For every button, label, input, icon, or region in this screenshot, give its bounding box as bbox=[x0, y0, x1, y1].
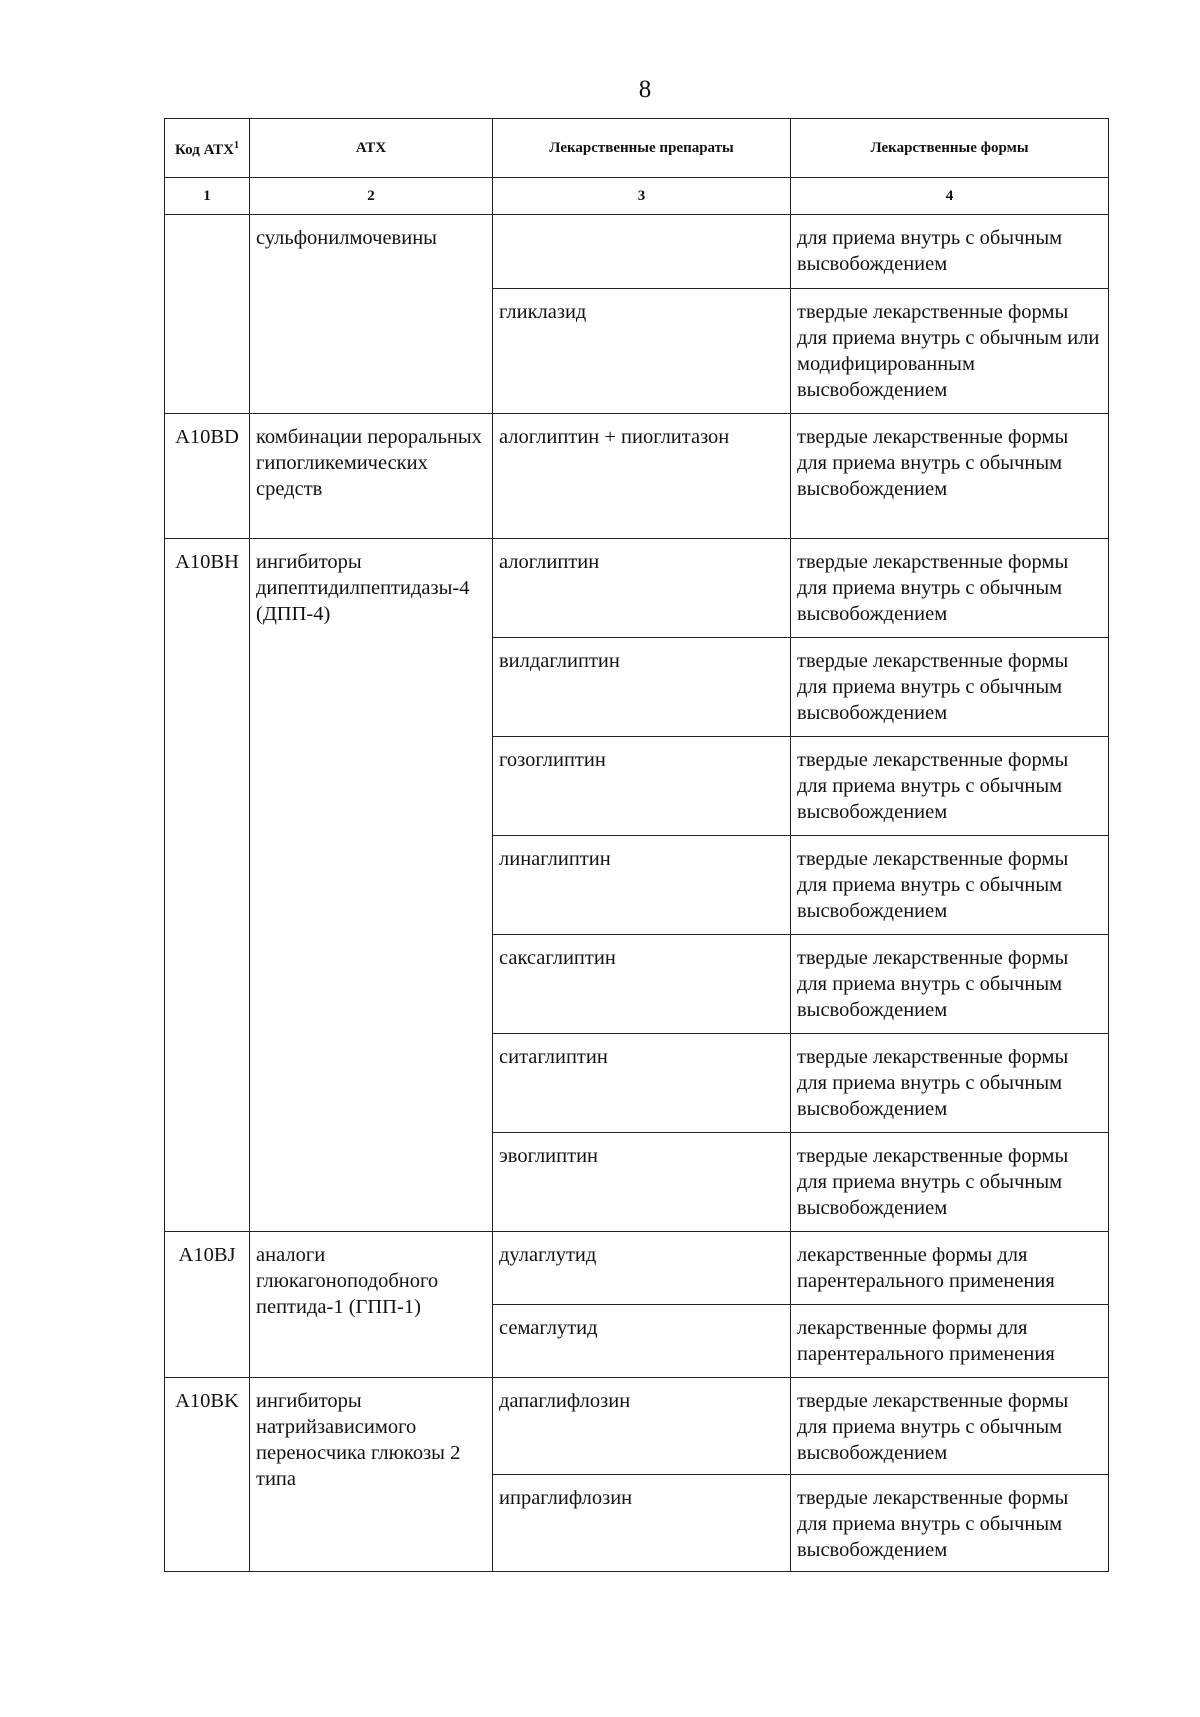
drug-cell: ситаглиптин bbox=[493, 1034, 791, 1133]
drug-cell: дулаглутид bbox=[493, 1232, 791, 1305]
form-cell: для приема внутрь с обычным высвобождением bbox=[791, 215, 1109, 289]
form-cell: твердые лекарственные формы для приема внутрь с обычным высвобождением bbox=[791, 737, 1109, 836]
form-cell: лекарственные формы для парентерального применения bbox=[791, 1305, 1109, 1378]
form-cell: лекарственные формы для парентерального применения bbox=[791, 1232, 1109, 1305]
header-code-label: Код АТХ bbox=[175, 142, 234, 158]
form-cell: твердые лекарственные формы для приема внутрь с обычным высвобождением bbox=[791, 539, 1109, 638]
drug-cell: ипраглифлозин bbox=[493, 1475, 791, 1572]
atc-group-cell: ингибиторы натрийзависимого переносчика глюкозы 2 типа bbox=[250, 1378, 493, 1572]
atc-group-cell: ингибиторы дипептидилпептидазы-4 (ДПП-4) bbox=[250, 539, 493, 1232]
table-row bbox=[165, 215, 1109, 289]
drug-cell: гликлазид bbox=[493, 289, 791, 414]
drug-cell: алоглиптин + пиоглитазон bbox=[493, 414, 791, 539]
table-row bbox=[165, 414, 1109, 539]
column-number: 4 bbox=[791, 178, 1109, 215]
form-cell: твердые лекарственные формы для приема внутрь с обычным высвобождением bbox=[791, 1133, 1109, 1232]
atc-code-cell: A10BD bbox=[165, 414, 250, 539]
atc-code-cell bbox=[165, 215, 250, 414]
footnote-marker: 1 bbox=[233, 140, 239, 151]
header-atc: АТХ bbox=[250, 119, 493, 178]
table-header-row bbox=[165, 119, 1109, 178]
drug-cell: гозоглиптин bbox=[493, 737, 791, 836]
form-cell: твердые лекарственные формы для приема внутрь с обычным высвобождением bbox=[791, 935, 1109, 1034]
drug-cell: эвоглиптин bbox=[493, 1133, 791, 1232]
drug-cell: алоглиптин bbox=[493, 539, 791, 638]
table-row bbox=[165, 539, 1109, 638]
atc-code-cell: A10BJ bbox=[165, 1232, 250, 1378]
drug-cell: семаглутид bbox=[493, 1305, 791, 1378]
drug-cell: дапаглифлозин bbox=[493, 1378, 791, 1475]
form-cell: твердые лекарственные формы для приема внутрь с обычным высвобождением bbox=[791, 1034, 1109, 1133]
table-row bbox=[165, 1232, 1109, 1305]
page-number: 8 bbox=[638, 76, 652, 103]
drug-cell: саксаглиптин bbox=[493, 935, 791, 1034]
column-number: 2 bbox=[250, 178, 493, 215]
drug-cell bbox=[493, 215, 791, 289]
form-cell: твердые лекарственные формы для приема внутрь с обычным высвобождением bbox=[791, 1475, 1109, 1572]
atc-code-cell: A10BH bbox=[165, 539, 250, 1232]
atc-group-cell: аналоги глюкагоноподобного пептида-1 (ГПП-1) bbox=[250, 1232, 493, 1378]
column-number-row bbox=[165, 178, 1109, 215]
form-cell: твердые лекарственные формы для приема внутрь с обычным высвобождением bbox=[791, 1378, 1109, 1475]
atc-code-cell: A10BK bbox=[165, 1378, 250, 1572]
header-forms: Лекарственные формы bbox=[791, 119, 1109, 178]
drug-cell: линаглиптин bbox=[493, 836, 791, 935]
form-cell: твердые лекарственные формы для приема внутрь с обычным высвобождением bbox=[791, 638, 1109, 737]
atc-group-cell: комбинации пероральных гипогликемических средств bbox=[250, 414, 493, 539]
form-cell: твердые лекарственные формы для приема внутрь с обычным высвобождением bbox=[791, 414, 1109, 539]
table-row bbox=[165, 1378, 1109, 1475]
form-cell: твердые лекарственные формы для приема внутрь с обычным высвобождением bbox=[791, 836, 1109, 935]
drug-table bbox=[164, 118, 1109, 1572]
drug-cell: вилдаглиптин bbox=[493, 638, 791, 737]
atc-group-cell: сульфонилмочевины bbox=[250, 215, 493, 414]
form-cell: твердые лекарственные формы для приема внутрь с обычным или модифицированным высвобождением bbox=[791, 289, 1109, 414]
header-drugs: Лекарственные препараты bbox=[493, 119, 791, 178]
column-number: 3 bbox=[493, 178, 791, 215]
header-code bbox=[165, 119, 250, 178]
column-number: 1 bbox=[165, 178, 250, 215]
